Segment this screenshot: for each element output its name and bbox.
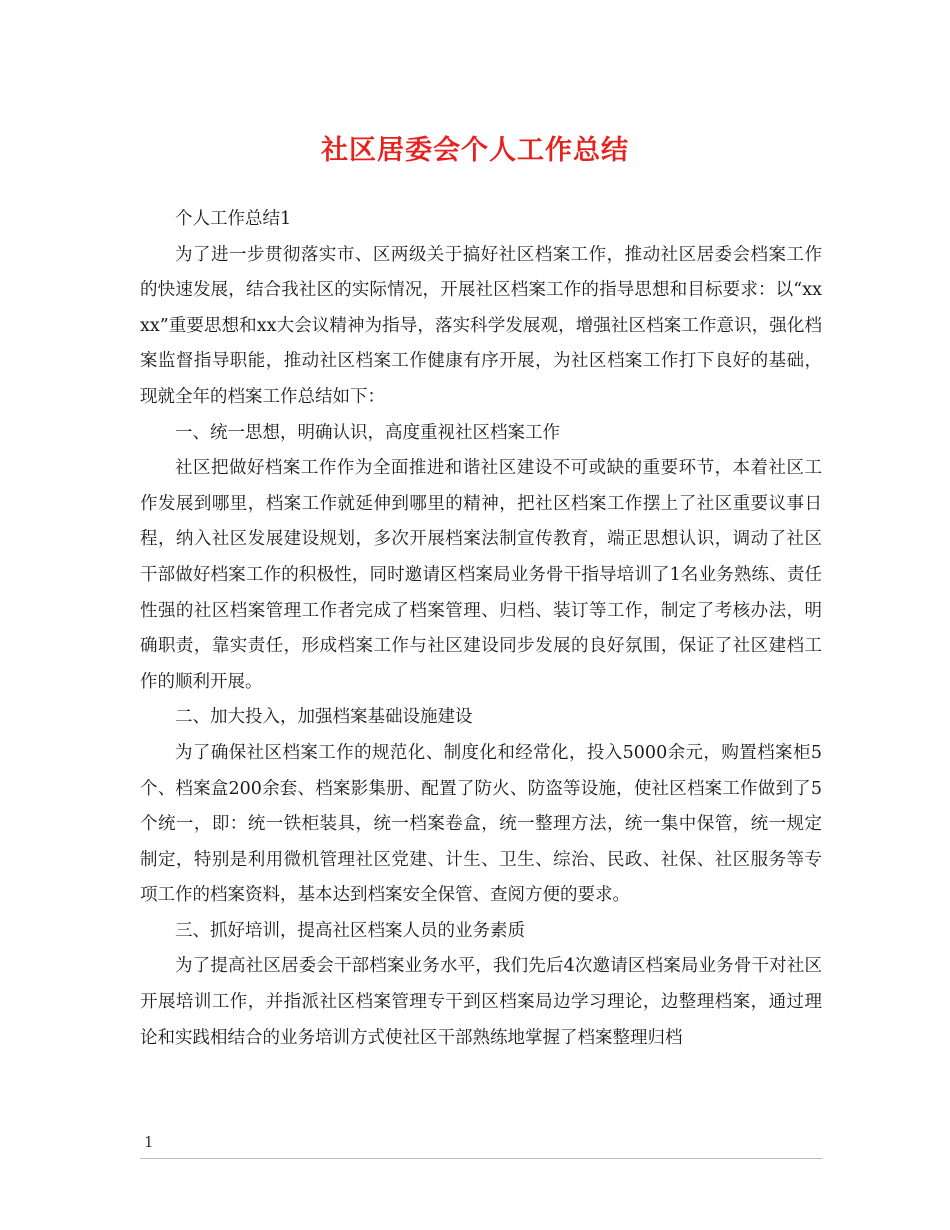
section-heading: 个人工作总结1 [175,209,292,229]
body-paragraph: 为了提高社区居委会干部档案业务水平，我们先后4次邀请区档案局业务骨干对社区开展培训工作，并指派社区档案管理专干到区档案局边学习理论，边整理档案，通过理论和实践相结合的业务培训方式使社区干部熟练地掌握了档案整理归档 [140,956,822,1048]
document-title: 社区居委会个人工作总结 [321,135,629,166]
footer-divider [140,1158,822,1159]
section-heading: 二、加大投入，加强档案基础设施建设 [175,707,473,728]
section-heading: 三、抓好培训，提高社区档案人员的业务素质 [175,920,525,941]
section-heading: 一、统一思想，明确认识，高度重视社区档案工作 [175,422,560,443]
body-paragraph: 为了确保社区档案工作的规范化、制度化和经常化，投入5000余元，购置档案柜5个、档案盒200余套、档案影集册、配置了防火、防盗等设施，使社区档案工作做到了5个统一，即：统一铁柜装具，统一档案卷盒，统一整理方法，统一集中保管，统一规定制定，特别是利用微机管理社区党建、计生、卫生、综治、民政、社保、社区服务等专项工作的档案资料，基本达到档案安全保管、查阅方便的要求。 [140,742,822,906]
page-number: 1 [144,1133,154,1151]
document-body [140,202,822,1056]
body-paragraph: 社区把做好档案工作作为全面推进和谐社区建设不可或缺的重要环节，本着社区工作发展到哪里，档案工作就延伸到哪里的精神，把社区档案工作摆上了社区重要议事日程，纳入社区发展建设规划，多次开展档案法制宣传教育，端正思想认识，调动了社区干部做好档案工作的积极性，同时邀请区档案局业务骨干指导培训了1名业务熟练、责任性强的社区档案管理工作者完成了档案管理、归档、装订等工作，制定了考核办法，明确职责，靠实责任，形成档案工作与社区建设同步发展的良好氛围，保证了社区建档工作的顺利开展。 [140,458,822,692]
body-paragraph: 为了进一步贯彻落实市、区两级关于搞好社区档案工作，推动社区居委会档案工作的快速发展，结合我社区的实际情况，开展社区档案工作的指导思想和目标要求：以“xxxx”重要思想和xx大会议精神为指导，落实科学发展观，增强社区档案工作意识，强化档案监督指导职能，推动社区档案工作健康有序开展，为社区档案工作打下良好的基础，现就全年的档案工作总结如下： [140,244,822,407]
